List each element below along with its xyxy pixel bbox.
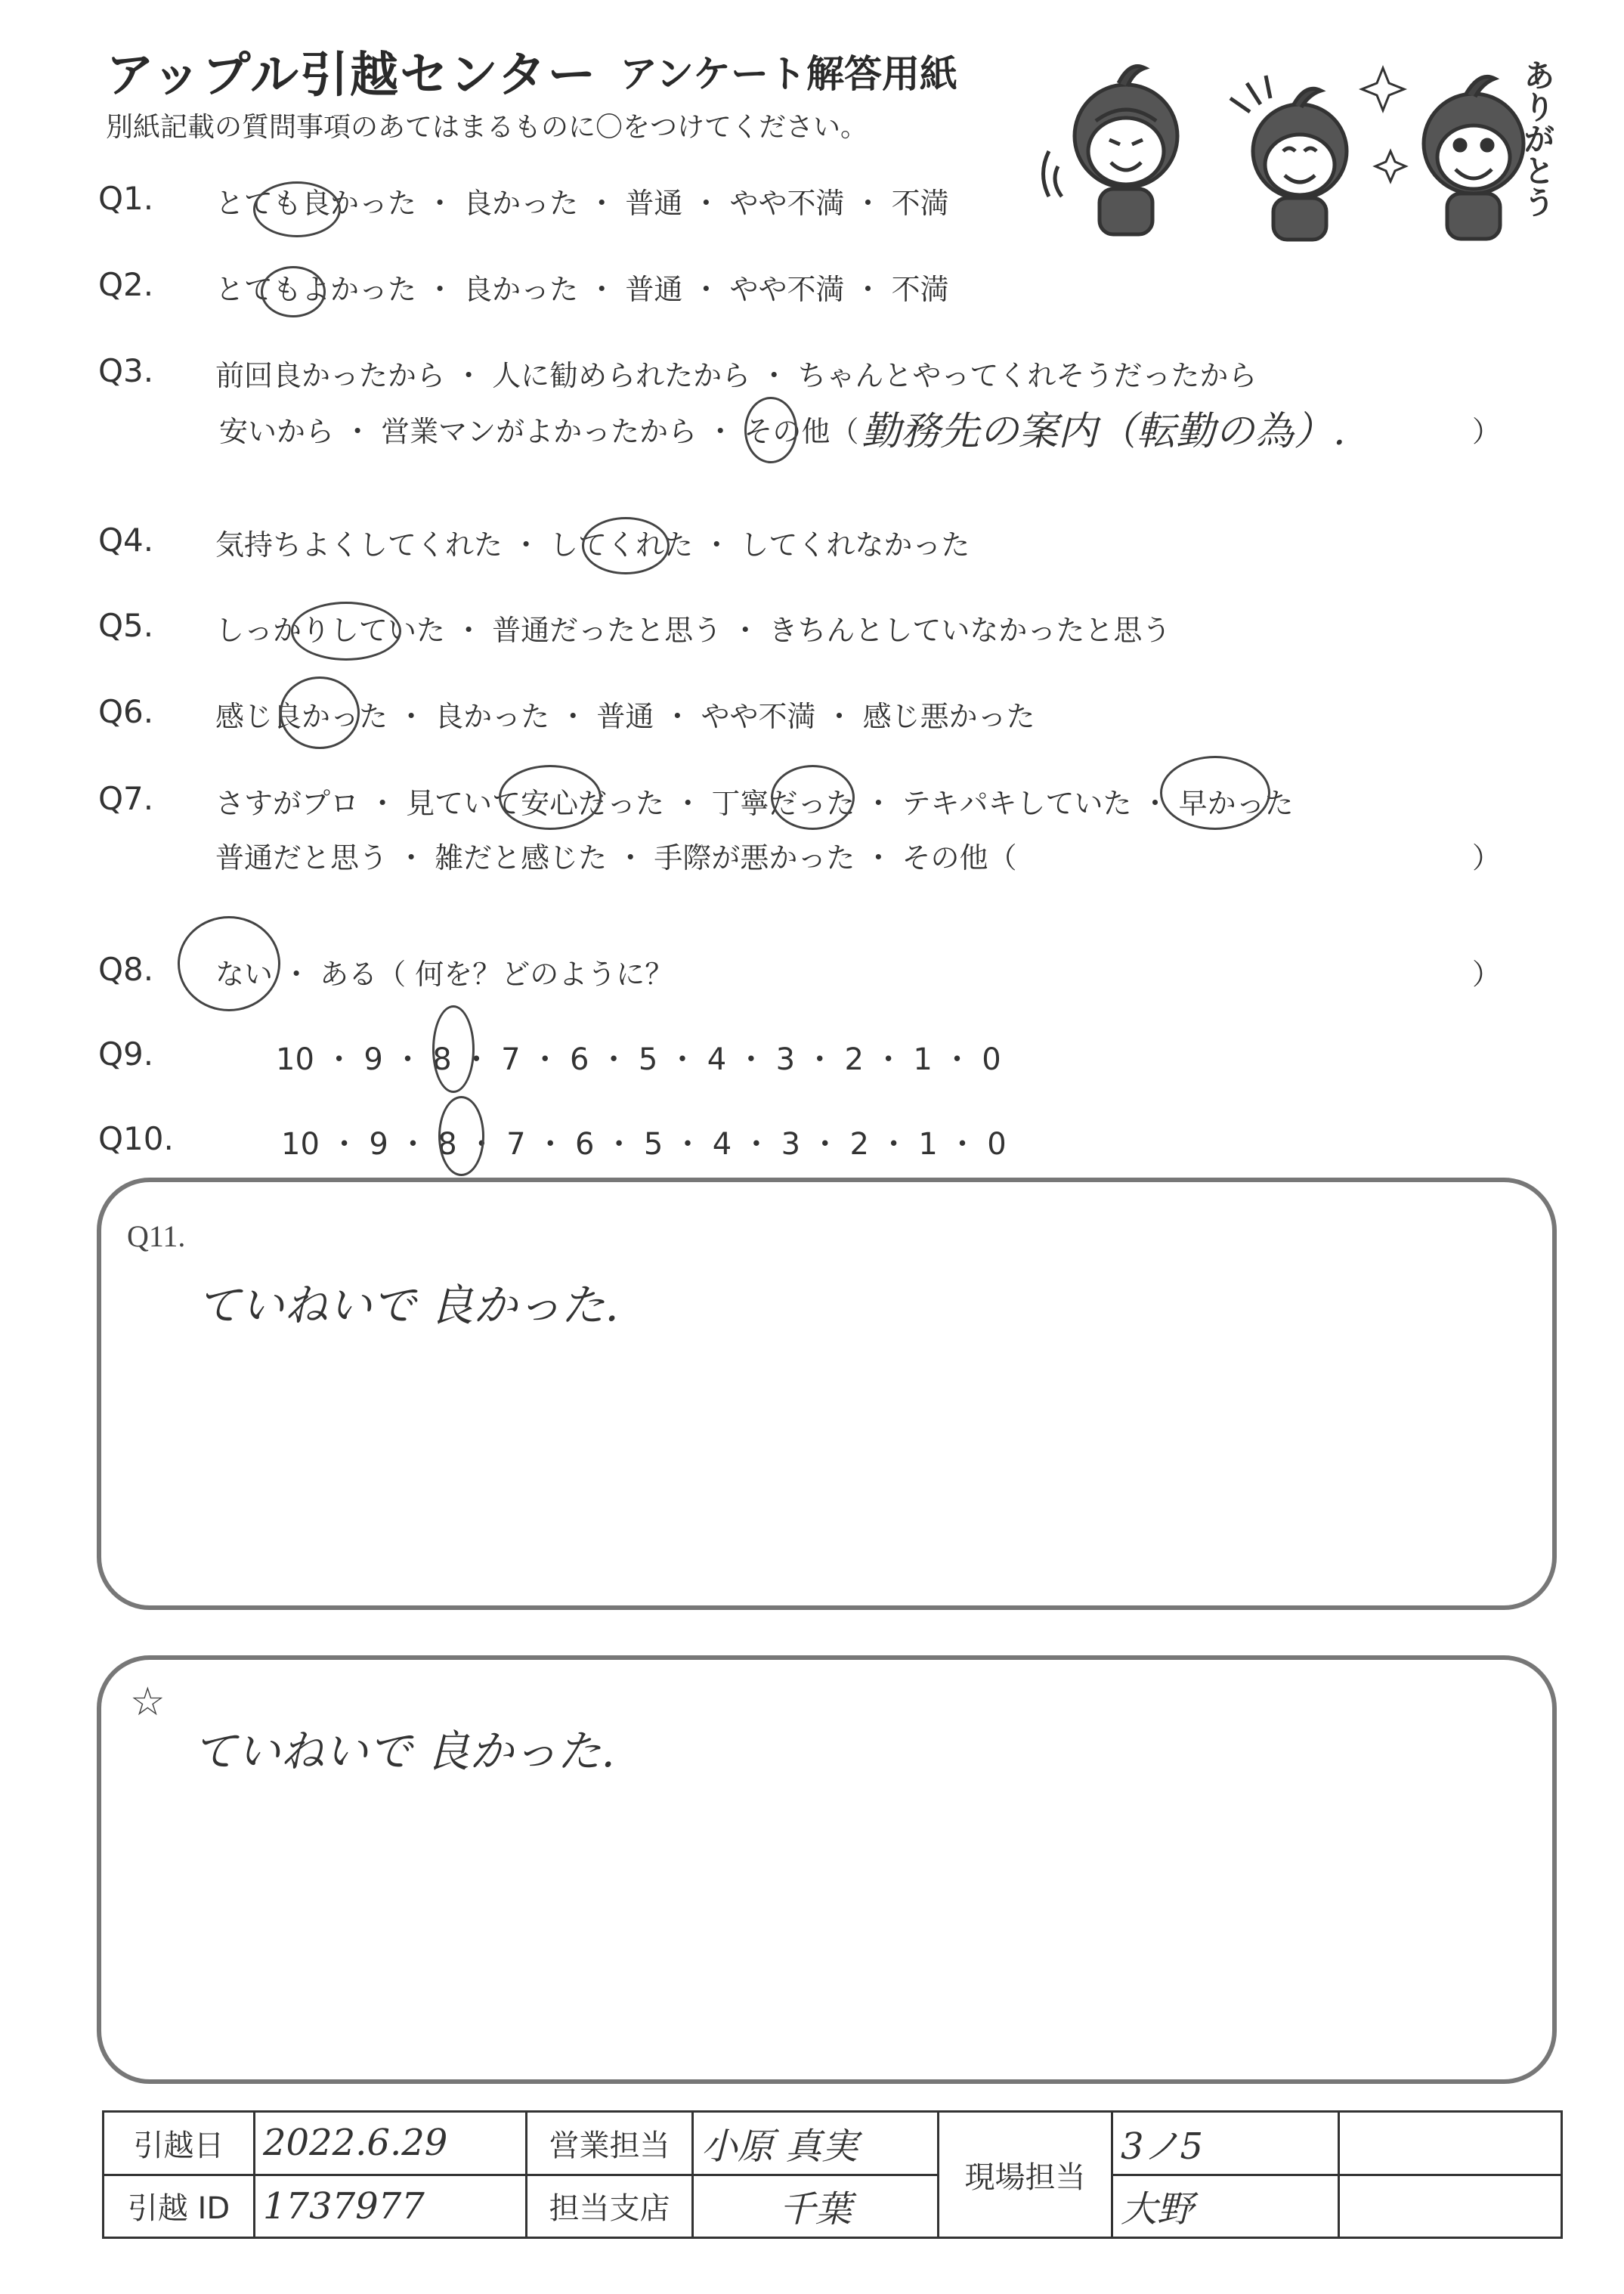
q7-selection-circle-hayakatta	[1160, 756, 1270, 830]
form-subtitle: アンケート解答用紙	[620, 52, 957, 96]
q6-label: Q6.	[98, 693, 154, 730]
q11-label: Q11.	[127, 1219, 186, 1253]
q2-selection-circle	[261, 266, 326, 317]
q7-label: Q7.	[98, 780, 154, 817]
q9-label: Q9.	[98, 1036, 154, 1073]
star-handwritten-comment: ていねいで 良かった.	[193, 1726, 615, 1777]
q1-options[interactable]: とても良かった ・ 良かった ・ 普通 ・ やや不満 ・ 不満	[215, 187, 949, 220]
q7-options-line1[interactable]: さすがプロ ・ 見ていて安心だった ・ 丁寧だった ・ テキパキしていた ・ 早かった	[215, 787, 1294, 820]
sales-rep-value[interactable]: 小原 真実	[693, 2112, 939, 2175]
q10-label: Q10.	[98, 1120, 174, 1157]
q11-comment-box[interactable]	[97, 1178, 1557, 1610]
q3-options-line2[interactable]: 安いから ・ 営業マンがよかったから ・ その他（	[219, 415, 859, 448]
q4-label: Q4.	[98, 522, 154, 559]
site-staff-value-1[interactable]: 3ノ5	[1112, 2112, 1339, 2175]
instruction-text: 別紙記載の質問事項のあてはまるものに〇をつけてください。	[106, 112, 868, 143]
move-info-table	[102, 2110, 1563, 2239]
q11-handwritten-comment: ていねいで 良かった.	[196, 1280, 619, 1331]
move-date-value[interactable]: 2022.6.29	[255, 2112, 527, 2175]
branch-value[interactable]: 千葉	[693, 2175, 939, 2238]
q3-close-paren: ）	[1472, 415, 1502, 448]
site-staff-value-2[interactable]: 大野	[1112, 2175, 1339, 2238]
q3-label: Q3.	[98, 352, 154, 389]
q1-selection-circle	[253, 181, 341, 237]
q8-label: Q8.	[98, 951, 154, 988]
q8-selection-circle	[178, 916, 280, 1011]
q5-options[interactable]: しっかりしていた ・ 普通だったと思う ・ きちんとしていなかったと思う	[215, 614, 1171, 647]
q3-selection-circle	[744, 397, 797, 463]
brand-title: アップル引越センター	[106, 48, 598, 104]
q3-other-handwritten: 勤務先の案内（転勤の為）.	[861, 409, 1346, 454]
q4-options[interactable]: 気持ちよくしてくれた ・ してくれた ・ してくれなかった	[215, 528, 970, 562]
q7-selection-circle-teinei	[771, 765, 855, 830]
q6-selection-circle	[280, 676, 360, 749]
q7-close-paren: ）	[1472, 841, 1502, 875]
q9-scale[interactable]: 10 ・ 9 ・ 8 ・ 7 ・ 6 ・ 5 ・ 4 ・ 3 ・ 2 ・ 1 ・ 0	[276, 1042, 1001, 1077]
q2-label: Q2.	[98, 266, 154, 303]
q8-options[interactable]: ない ・ ある（ 何を？どのように？	[215, 958, 674, 991]
q6-options[interactable]: 感じ良かった ・ 良かった ・ 普通 ・ やや不満 ・ 感じ悪かった	[215, 700, 1035, 733]
q5-label: Q5.	[98, 607, 154, 644]
q1-label: Q1.	[98, 180, 154, 217]
thanks-text: ありがとう	[1519, 59, 1556, 218]
q10-selection-circle	[438, 1096, 484, 1176]
q2-options[interactable]: とてもよかった ・ 良かった ・ 普通 ・ やや不満 ・ 不満	[215, 273, 949, 306]
branch-label: 担当支店	[527, 2175, 693, 2238]
move-id-label: 引越 ID	[104, 2175, 255, 2238]
sales-rep-label: 営業担当	[527, 2112, 693, 2175]
q9-selection-circle	[432, 1005, 475, 1093]
star-label: ☆	[130, 1681, 165, 1724]
q5-selection-circle	[291, 602, 401, 661]
q7-options-line2[interactable]: 普通だと思う ・ 雑だと感じた ・ 手際が悪かった ・ その他（	[215, 841, 1017, 875]
move-date-label: 引越日	[104, 2112, 255, 2175]
monkey-mascots-illustration	[1028, 38, 1557, 249]
site-staff-label: 現場担当	[939, 2112, 1112, 2238]
q7-selection-circle-anshin	[499, 765, 602, 830]
move-id-value[interactable]: 1737977	[255, 2175, 527, 2238]
site-staff-extra-2[interactable]	[1339, 2175, 1562, 2238]
q3-options-line1[interactable]: 前回良かったから ・ 人に勧められたから ・ ちゃんとやってくれそうだったから	[215, 359, 1257, 392]
site-staff-extra-1[interactable]	[1339, 2112, 1562, 2175]
q4-selection-circle	[582, 517, 670, 574]
q8-close-paren: ）	[1472, 958, 1502, 991]
q10-scale[interactable]: 10 ・ 9 ・ 8 ・ 7 ・ 6 ・ 5 ・ 4 ・ 3 ・ 2 ・ 1 ・ 0	[281, 1127, 1007, 1162]
